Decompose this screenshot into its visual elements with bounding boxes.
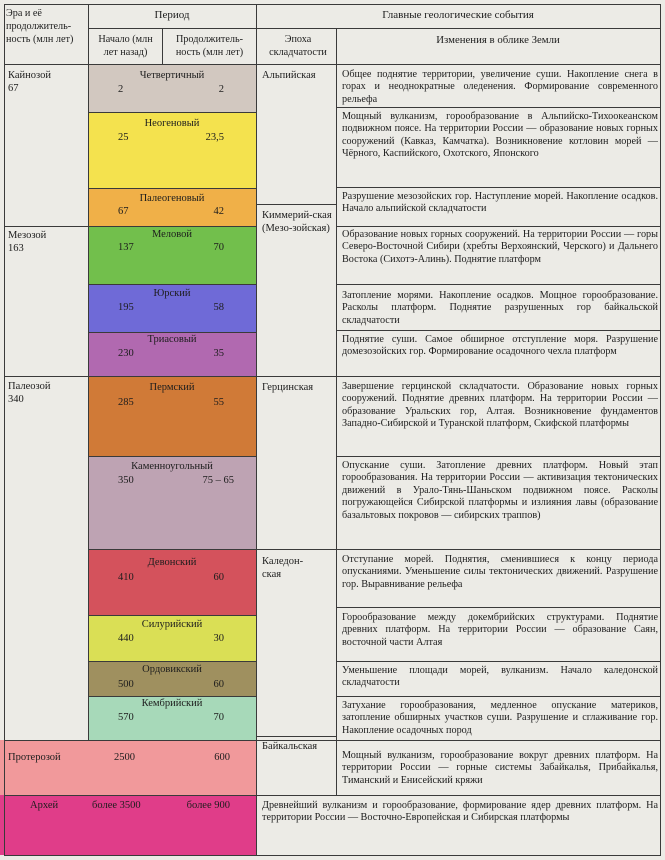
header-period-duration: Продолжитель-ность (млн лет) — [175, 34, 244, 58]
era-mesozoic — [8, 230, 46, 255]
period-quaternary — [88, 64, 256, 112]
period-archean — [88, 795, 256, 855]
grid-line — [4, 4, 660, 5]
era-duration: 340 — [8, 393, 24, 405]
period-start: 570 — [118, 712, 134, 723]
era-name: Архей — [30, 800, 59, 811]
period-silurian — [88, 615, 256, 661]
period-duration: 60 — [213, 679, 224, 690]
period-name: Неогеновый — [144, 118, 200, 129]
period-permian — [88, 376, 256, 456]
period-duration: 23,5 — [205, 132, 224, 143]
event-text: Отступание морей. Поднятия, сменившиеся к концу периода опусканиями. Уменьшение силы тектонических движений. Разрушение гор. Выравнивание рельефа — [342, 554, 658, 590]
header-period-start: Начало (млн лет назад) — [98, 34, 153, 58]
grid-line — [336, 187, 660, 188]
period-start: 25 — [118, 132, 129, 143]
period-start: 410 — [118, 572, 134, 583]
period-name: Девонский — [147, 557, 197, 568]
event-text: Поднятие суши. Самое обширное отступление моря. Разрушение домезозойских гор. Формирование осадочного чехла платформ — [342, 334, 658, 358]
period-cretaceous — [88, 226, 256, 284]
period-duration: 75 – 65 — [202, 475, 234, 486]
orogeny-hercynian: Герцинская — [262, 382, 314, 393]
grid-line — [336, 696, 660, 697]
grid-line — [336, 661, 660, 662]
period-start: 195 — [118, 302, 134, 313]
orogeny-alpine: Альпийская — [262, 70, 316, 81]
period-duration: 58 — [213, 302, 224, 313]
period-ordovician — [88, 661, 256, 696]
period-proterozoic — [88, 740, 256, 795]
period-start: 67 — [118, 206, 129, 217]
period-devonian — [88, 549, 256, 615]
period-name: Каменноугольный — [131, 461, 213, 472]
grid-line — [88, 28, 256, 29]
era-name: Мезозой — [8, 230, 47, 241]
grid-line — [4, 376, 88, 377]
event-text: Уменьшение площади морей, вулканизм. Начало каледонской складчатости — [342, 665, 658, 689]
period-name: Юрский — [153, 288, 191, 299]
period-triassic — [88, 332, 256, 376]
era-name: Протерозой — [8, 752, 61, 763]
period-carboniferous — [88, 456, 256, 549]
grid-line — [4, 4, 5, 856]
grid-line — [256, 549, 336, 550]
period-duration: 600 — [214, 752, 230, 763]
grid-line — [336, 549, 660, 550]
event-text: Завершение герцинской складчатости. Образование новых горных сооружений. Поднятие древних платформ. На территории России — образование Уральских гор, Алтая. Возникновение фундаментов Западно-Сибирской и Туранской платформ, Скифской платформы — [342, 381, 658, 430]
grid-line — [660, 4, 661, 856]
header-changes: Изменения в облике Земли — [436, 34, 560, 46]
grid-line — [336, 28, 337, 795]
era-proterozoic — [8, 752, 61, 765]
event-text: Древнейший вулканизм и горообразование, формирование ядер древних платформ. На территории России — Восточно-Европейская и Сибирская платформы — [262, 800, 658, 824]
event-text: Затопление морями. Накопление осадков. Мощное горообразование. Расколы платформ. Поднятие разрушенных гор байкальской складчатости — [342, 290, 658, 326]
grid-line — [4, 226, 88, 227]
era-name: Кайнозой — [8, 70, 51, 81]
period-duration: 55 — [213, 397, 224, 408]
orogeny-cimmerian: Киммерий-ская (Мезо-зойская) — [262, 210, 332, 235]
grid-line — [336, 284, 660, 285]
grid-line — [256, 204, 336, 205]
era-name: Палеозой — [8, 381, 51, 392]
period-start: 230 — [118, 348, 134, 359]
period-name: Пермский — [149, 382, 195, 393]
era-cenozoic — [8, 70, 51, 95]
grid-line — [162, 28, 163, 64]
grid-line — [256, 28, 660, 29]
era-paleozoic — [8, 381, 50, 406]
orogeny-baikal: Байкальская — [262, 741, 318, 752]
period-duration: 42 — [213, 206, 224, 217]
period-name: Силурийский — [141, 619, 203, 630]
period-name: Палеогеновый — [139, 193, 205, 204]
event-text: Мощный вулканизм, горообразование в Альпийско-Тихоокеанском подвижном поясе. На территории России — образование новых горных сооружений (Кавказ, Камчатка). Возникновение котловин морей — Чёрного, Каспийского, Охотского, Японского — [342, 111, 658, 160]
period-name: Четвертичный — [139, 70, 205, 81]
period-duration: 35 — [213, 348, 224, 359]
period-cambrian — [88, 696, 256, 740]
period-name: Меловой — [151, 229, 193, 240]
grid-line — [256, 376, 336, 377]
period-duration: более 900 — [186, 800, 230, 811]
period-name: Ордовикский — [142, 664, 202, 675]
grid-line — [256, 4, 257, 856]
period-start: 285 — [118, 397, 134, 408]
period-duration: 70 — [213, 712, 224, 723]
period-name: Кембрийский — [141, 698, 203, 709]
grid-line — [4, 855, 660, 856]
period-start: 137 — [118, 242, 134, 253]
grid-line — [336, 107, 660, 108]
period-start: 2500 — [114, 752, 135, 763]
period-duration: 60 — [213, 572, 224, 583]
grid-line — [256, 736, 336, 737]
period-start: 350 — [118, 475, 134, 486]
event-text: Образование новых горных сооружений. На территории России — горы Северо-Восточной Сибири (хребты Верхоянский, Черского) и Дальнего Востока (Сихотэ-Алинь). Поднятие платформ — [342, 229, 658, 265]
event-text: Общее поднятие территории, увеличение суши. Накопление снега в горах и неоднократные оледенения. Формирование современного рельефа — [342, 69, 658, 105]
orogeny-caledonian: Каледон-ская — [262, 556, 304, 581]
header-events: Главные геологические события — [382, 9, 534, 21]
period-start: более 3500 — [92, 800, 141, 811]
event-text: Затухание горообразования, медленное опускание материков, затопление обширных участков суши. Разрушение и сглаживание гор. Накопление осадочных пород — [342, 700, 658, 736]
period-duration: 30 — [213, 633, 224, 644]
period-neogene — [88, 112, 256, 188]
era-archean — [30, 800, 58, 813]
period-duration: 70 — [213, 242, 224, 253]
grid-line — [336, 226, 660, 227]
header-period: Период — [154, 9, 190, 21]
period-start: 2 — [118, 84, 124, 95]
period-start: 500 — [118, 679, 134, 690]
grid-line — [336, 330, 660, 331]
event-text: Разрушение мезозойских гор. Наступление морей. Накопление осадков. Начало альпийской складчатости — [342, 191, 658, 215]
period-duration: 2 — [218, 84, 224, 95]
event-text: Мощный вулканизм, горообразование вокруг древних платформ. На территории России — горные системы Забайкалья, Прибайкалья, Тиманский и Енисейский кряжи — [342, 750, 658, 786]
period-start: 440 — [118, 633, 134, 644]
period-jurassic — [88, 284, 256, 332]
period-paleogene — [88, 188, 256, 226]
grid-line — [336, 456, 660, 457]
era-duration: 67 — [8, 82, 19, 94]
grid-line — [336, 607, 660, 608]
era-duration: 163 — [8, 242, 24, 254]
grid-line — [336, 376, 660, 377]
event-text: Опускание суши. Затопление древних платформ. Новый этап горообразования. На территории России — активизация тектонических движений в Урало-Тянь-Шаньском подвижном поясе. Расколы погружающейся Сибирской платформы и излияния лавы (образование базальтовых покровов — сибирских траппов) — [342, 460, 658, 521]
period-name: Триасовый — [147, 334, 197, 345]
header-orogeny: Эпоха складчатости — [269, 34, 327, 58]
event-text: Горообразование между докембрийских структурами. Поднятие древних платформ. На территории России — образование Саян, восточной части Алтая — [342, 612, 658, 648]
header-era: Эра и её продолжитель-ность (млн лет) — [6, 8, 74, 45]
